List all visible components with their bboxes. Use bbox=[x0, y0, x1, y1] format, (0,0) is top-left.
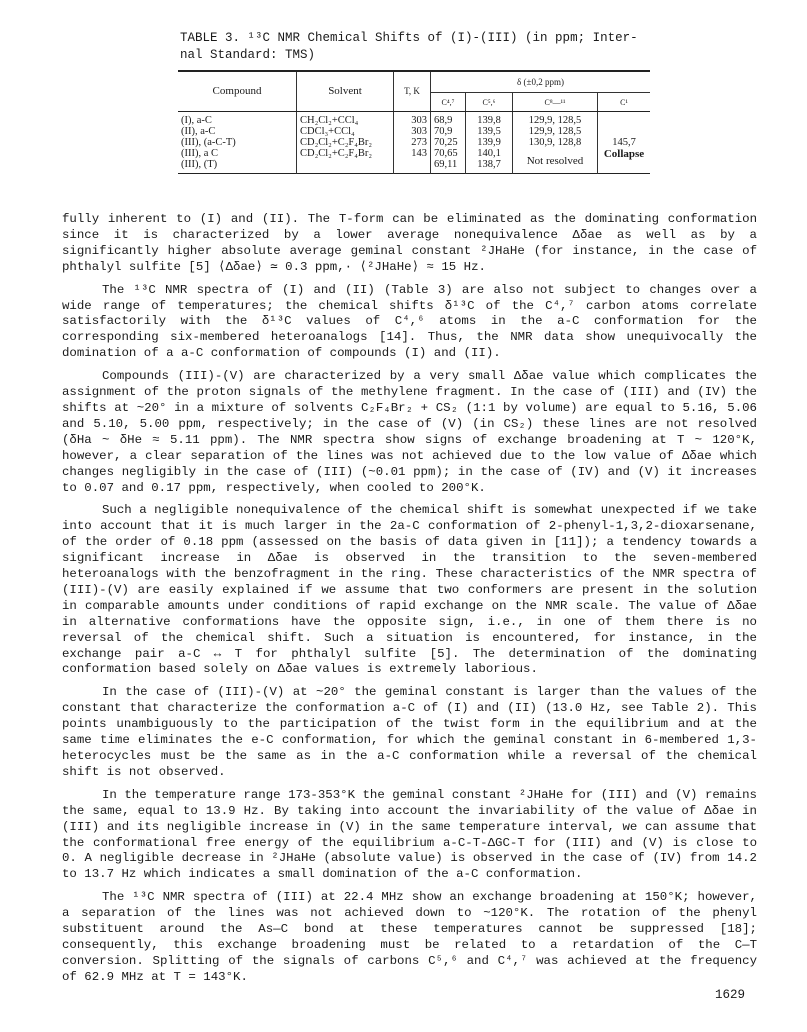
c1-value: 145,7 bbox=[612, 137, 636, 148]
column-temperature: 303 303 273 143 bbox=[394, 112, 431, 174]
paragraph-2: The ¹³C NMR spectra of (I) and (II) (Table 3) are also not subject to changes over a wide range of temperatures; the chemical shifts δ¹³C of the C⁴,⁷ carbon atoms correlate satisfactorily with the δ¹³C values of C⁴,⁶ atoms in the a-C conformation for the corresponding six-membered heteroanalogs [14]. Thus, the NMR data show unequivocally the domination of a a-C conformation of compounds (I) and (II). bbox=[62, 282, 757, 361]
paragraph-3: Compounds (III)-(V) are characterized by a very small Δδae value which complicates the assignment of the proton signals of the methylene fragment. In the case of (III) and (IV) the shifts at ~20° in a mixture of solvents C₂F₄Br₂ + CS₂ (1:1 by volume) are equal to 5.16, 5.06 and 5.10, 5.00 ppm, respectively; in the case of (V) (in CS₂) these lines are not resolved (δHa ~ δHe ≈ 5.11 ppm). The NMR spectra show signs of exchange broadening at T ~ 120°K, however, a clear separation of the lines was not achieved due to the low value of Δδae which changes negligibly in the case of (III) (~0.01 ppm); in the case of (IV) and (V) it increases to 0.07 and 0.17 ppm, respectively, when cooled to 200°K. bbox=[62, 369, 757, 495]
header-compound: Compound bbox=[178, 71, 297, 112]
column-c47: 68,9 70,9 70,25 70,65 69,11 bbox=[431, 112, 466, 174]
header-c47: C⁴,⁷ bbox=[431, 93, 466, 112]
column-solvent: CH₂Cl₂+CCl₄ CDCl₃+CCl₄ CD₂Cl₂+C₂F₄Br₂ CD₂Cl₂+C₂F₄Br₂ bbox=[297, 112, 394, 174]
nmr-table bbox=[178, 70, 650, 174]
header-c56: C⁵,⁶ bbox=[466, 93, 513, 112]
table-caption-line2: nal Standard: TMS) bbox=[180, 48, 316, 62]
header-delta: δ (±0,2 ppm) bbox=[431, 71, 651, 93]
column-c811 bbox=[513, 112, 598, 174]
c811-values: 129,9, 128,5 129,9, 128,5 130,9, 128,8 bbox=[528, 115, 582, 148]
c1-collapse: Collapse bbox=[603, 148, 645, 160]
paragraph-7: The ¹³C NMR spectra of (III) at 22.4 MHz show an exchange broadening at 150°K; however, a separation of the lines was not achieved down to ~120°K. The rotation of the phenyl substituent around the As—C bond at these temperatures cannot be suppressed [18]; consequently, this exchange broadening must be related to a retardation of the C—T conversion. Splitting of the signals of carbons C⁵,⁶ and C⁴,⁷ was achieved at the frequency of 62.9 MHz at T = 143°K. bbox=[62, 890, 757, 984]
paragraph-6: In the temperature range 173-353°K the geminal constant ²JHaHe for (III) and (V) remains the same, equal to 13.9 Hz. By taking into account the invariability of the value of Δδae in (III) and its negligible increase in (V) in the same temperature interval, we can assume that the conformational free energy of the equilibrium a-C-T-ΔGC-T for (III) and (V) is close to 0. A negligible decrease in ²JHaHe (absolute value) is observed in the case of (IV) from 14.2 to 13.7 Hz which indicates a small domination of the a-C conformation. bbox=[62, 787, 757, 882]
paragraph-1: fully inherent to (I) and (II). The T-form can be eliminated as the dominating conformation since it is characterized by a lower average nonequivalence Δδae as well as by a significantly higher absolute average geminal constant ²JHaHe (for instance, in the case of phthalyl sulfite [5] ⟨Δδae⟩ ≃ 0.3 ppm,· ⟨²JHaHe⟩ ≈ 15 Hz. bbox=[62, 212, 757, 274]
page-number: 1629 bbox=[715, 988, 746, 1002]
table-caption-line1: TABLE 3. ¹³C NMR Chemical Shifts of (I)-(III) (in ppm; Inter- bbox=[180, 31, 638, 45]
column-c1 bbox=[598, 112, 651, 174]
column-c56: 139,8 139,5 139,9 140,1 138,7 bbox=[466, 112, 513, 174]
table-caption bbox=[180, 30, 650, 64]
paragraph-4: Such a negligible nonequivalence of the chemical shift is somewhat unexpected if we take into account that it is much larger in the 2a-C conformation of 2-phenyl-1,3,2-dioxarsenane, of the order of 0.18 ppm (assessed on the basis of data given in [11]); a tendency towards a significant increase in Δδae is observed in the transition to the seven-membered heteroanalogs with the benzofragment in the ring. These characteristics of the NMR spectra of (III)-(V) are easily explained if we assume that two conformers are present in the solution in comparable amounts under conditions of rapid exchange on the NMR scale. The value of Δδae in alternative conformations have the opposite sign, i.e., in one of them there is no reversal of the chemical shift. Such a situation is encountered, for instance, in the exchange pair a-C ↔ T for phthalyl sulfite [5]. The determination of the dominating conformation based solely on Δδae values is extremely laborious. bbox=[62, 503, 757, 677]
column-compound: (I), a-C (II), a-C (III), (a-C-T) (III), a C (III), (T) bbox=[181, 115, 236, 170]
header-temperature: T, K bbox=[394, 71, 431, 112]
body-text bbox=[62, 212, 757, 993]
header-c1: C¹ bbox=[598, 93, 651, 112]
paragraph-5: In the case of (III)-(V) at ~20° the geminal constant is larger than the values of the constant that characterize the conformation a-C of (I) and (II) (13.0 Hz, see Table 2). This points unambiguously to the participation of the twist form in the equilibrium and at the same time eliminates the e-C conformation, for which the geminal constant in 6-membered 1,3-heterocycles must be the same as in the a-C conformation while a reversal of the chemical shift is not observed. bbox=[62, 685, 757, 779]
header-c811: C⁸—¹¹ bbox=[513, 93, 598, 112]
header-solvent: Solvent bbox=[297, 71, 394, 112]
c811-not-resolved: Not resolved bbox=[526, 155, 584, 167]
